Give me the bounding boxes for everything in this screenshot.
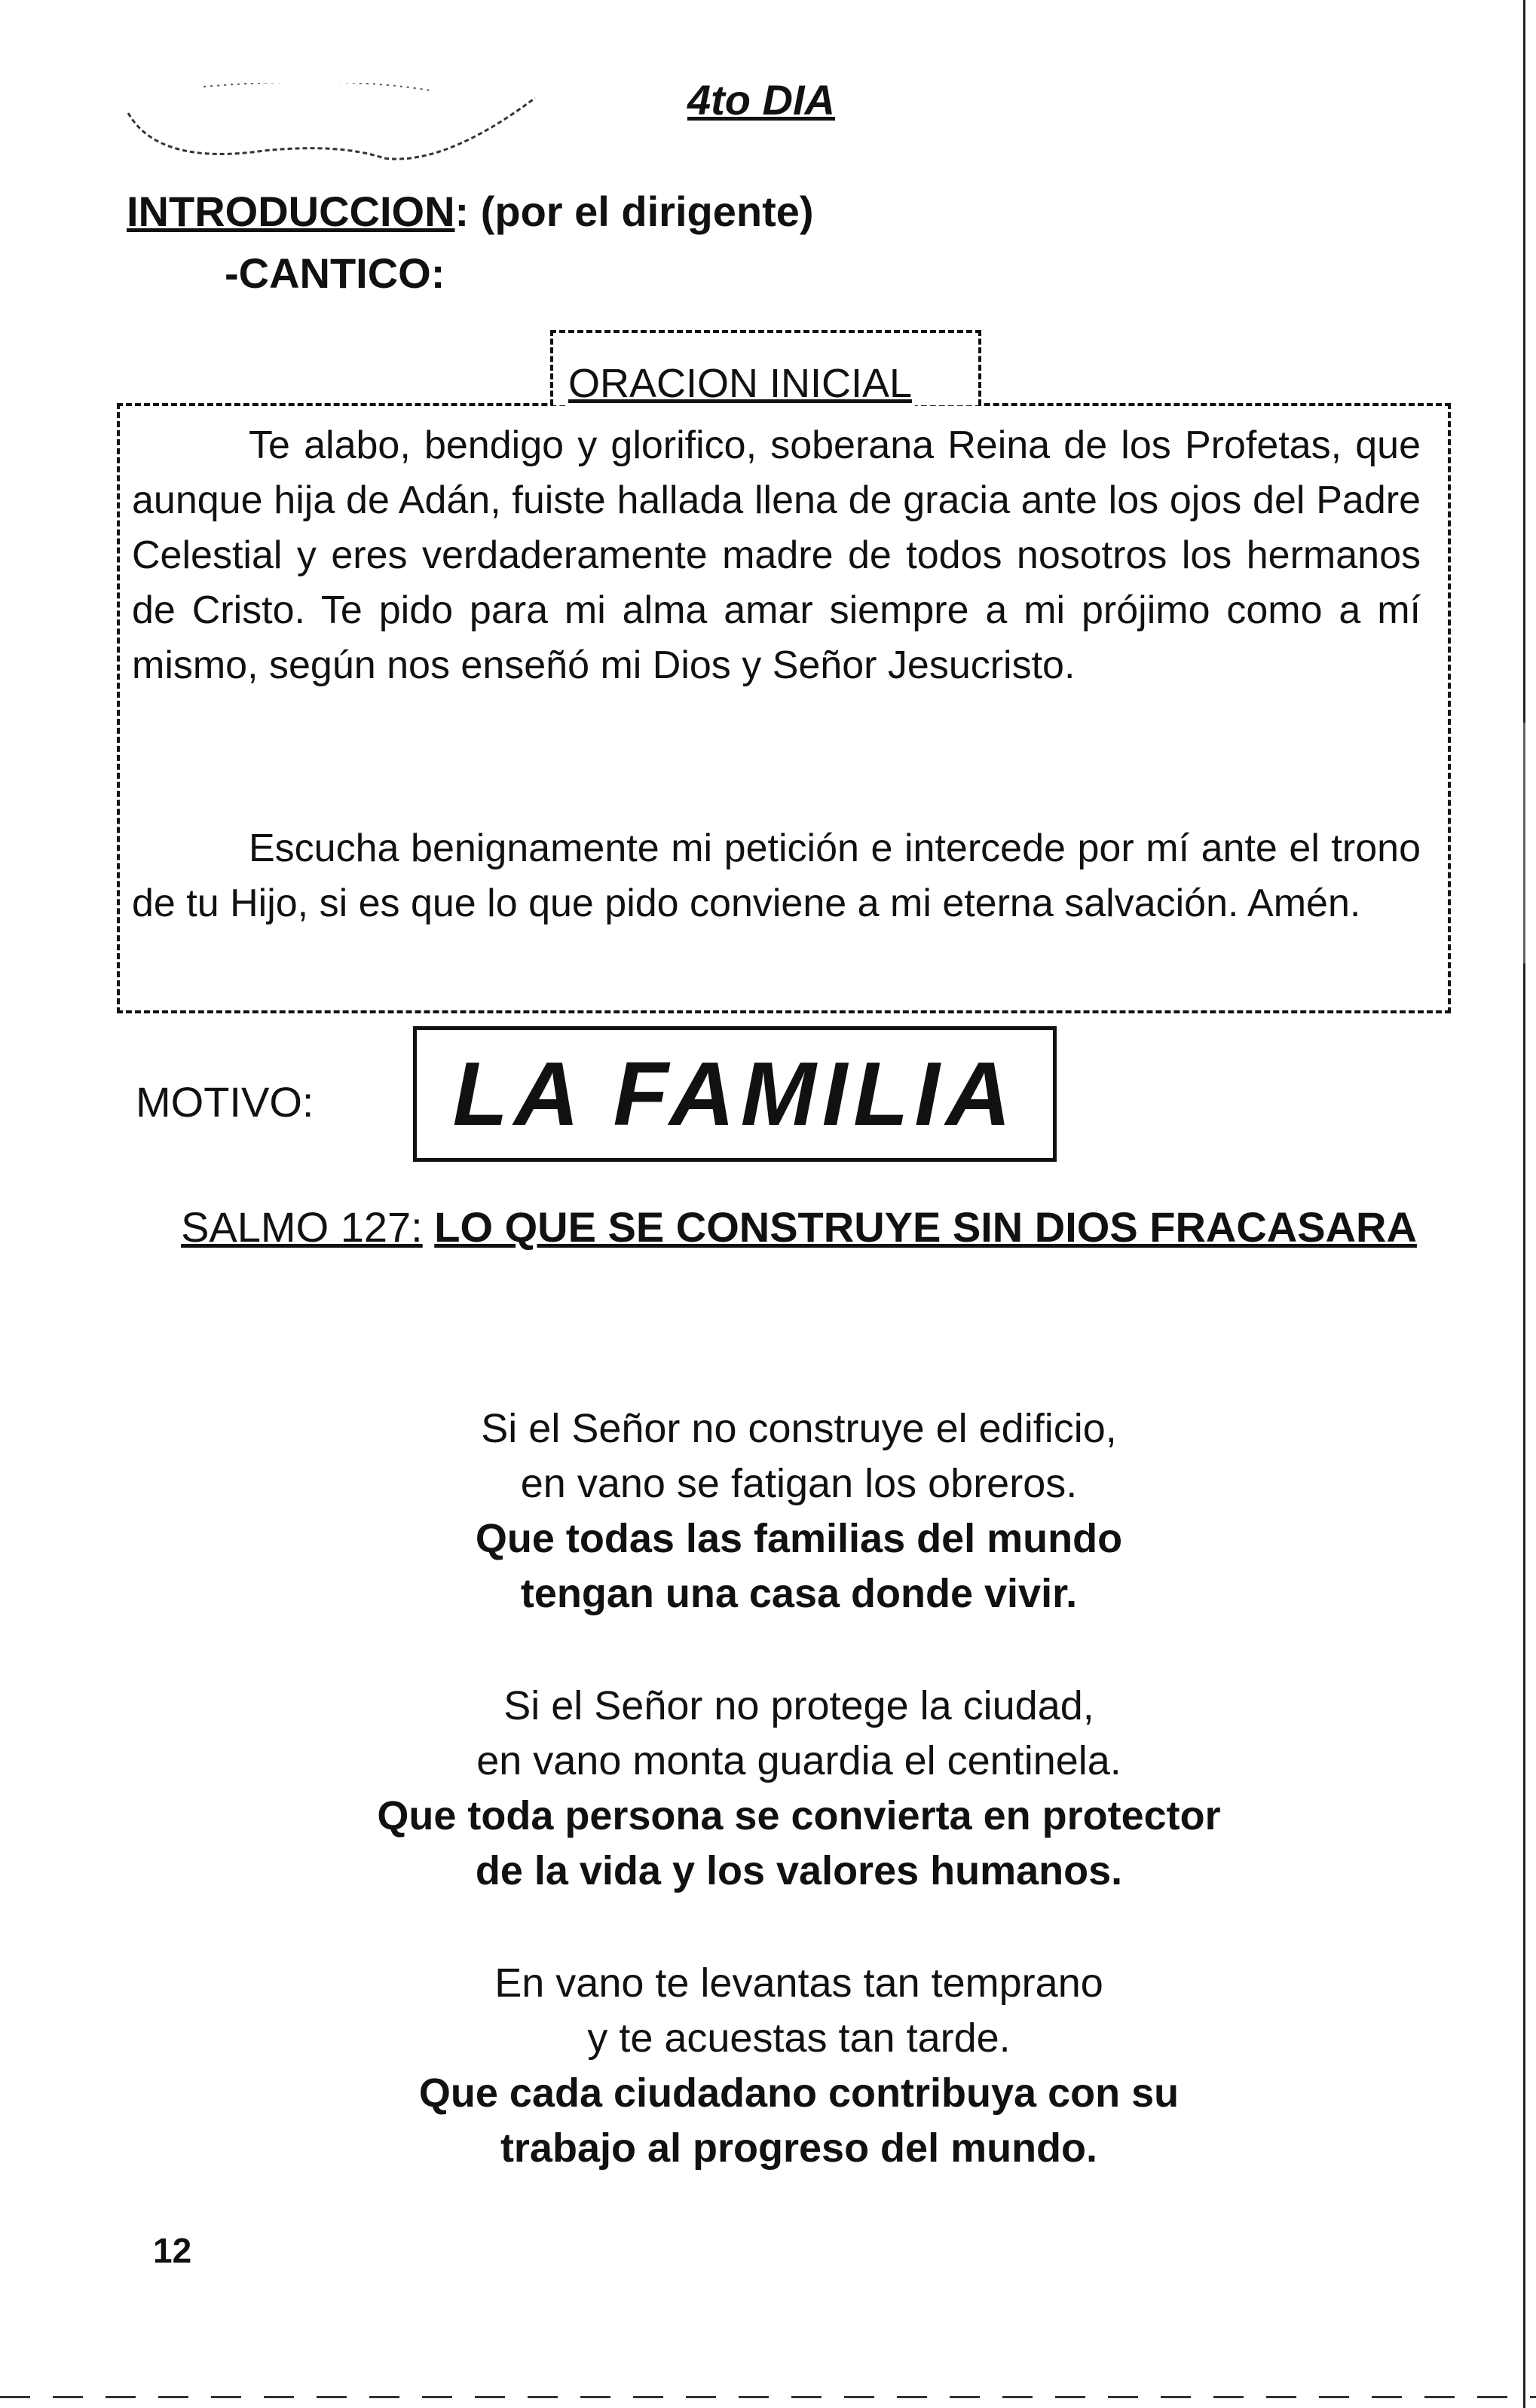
psalm-verse-line: y te acuestas tan tarde. [587, 2015, 1011, 2061]
introduction-label: INTRODUCCION [127, 188, 455, 235]
psalm-reference: SALMO 127: [181, 1203, 423, 1251]
page-edge-shadow [1523, 0, 1525, 2408]
theme-box [413, 1026, 1057, 1162]
psalm-verse-line: en vano se fatigan los obreros. [520, 1461, 1078, 1506]
page-number: 12 [153, 2231, 192, 2270]
psalm-response-line: de la vida y los valores humanos. [475, 1848, 1123, 1893]
introduction-note: : (por el dirigente) [454, 188, 814, 235]
motivo-label: MOTIVO: [136, 1078, 314, 1126]
theme-title: LA FAMILIA [452, 1044, 1017, 1144]
cantico-heading: -CANTICO: [225, 249, 445, 297]
psalm-stanza-1 [158, 1401, 1440, 1621]
day-title: 4to DIA [687, 76, 835, 124]
psalm-response-line: tengan una casa donde vivir. [520, 1571, 1078, 1616]
psalm-verse-line: En vano te levantas tan temprano [494, 1960, 1103, 2006]
psalm-verse-line: Si el Señor no protege la ciudad, [503, 1683, 1094, 1728]
psalm-stanza-2 [158, 1679, 1440, 1899]
psalm-response-line: Que toda persona se convierta en protector [377, 1793, 1221, 1838]
prayer-paragraph-2: Escucha benignamente mi petición e intercede por mí ante el trono de tu Hijo, si es que lo que pido conviene a mi eterna salvación. Amén. [132, 827, 1421, 925]
psalm-heading [158, 1199, 1440, 1255]
psalm-verse-line: en vano monta guardia el centinela. [476, 1738, 1121, 1783]
psalm-response-line: Que cada ciudadano contribuya con su [418, 2070, 1180, 2116]
prayer-paragraph-1: Te alabo, bendigo y glorifico, soberana Reina de los Profetas, que aunque hija de Adán, fuiste hallada llena de gracia ante los ojos del Padre Celestial y eres verdaderamente madre de todos nosotros los hermanos de Cristo. Te pido para mi alma amar siempre a mi prójimo como a mí mismo, según nos enseñó mi Dios y Señor Jesucristo. [132, 423, 1421, 687]
bottom-edge-rule [0, 2396, 1536, 2398]
psalm-response-line: Que todas las familias del mundo [475, 1516, 1123, 1561]
ink-smudge-mark [113, 83, 565, 173]
psalm-verse-line: Si el Señor no construye el edificio, [481, 1406, 1117, 1451]
psalm-stanzas [158, 1401, 1440, 2233]
psalm-stanza-3 [158, 1956, 1440, 2176]
psalm-subtitle: LO QUE SE CONSTRUYE SIN DIOS FRACASARA [434, 1203, 1417, 1251]
introduction-heading [127, 187, 814, 236]
psalm-response-line: trabajo al progreso del mundo. [500, 2125, 1098, 2171]
prayer-title: ORACION INICIAL [565, 360, 915, 407]
